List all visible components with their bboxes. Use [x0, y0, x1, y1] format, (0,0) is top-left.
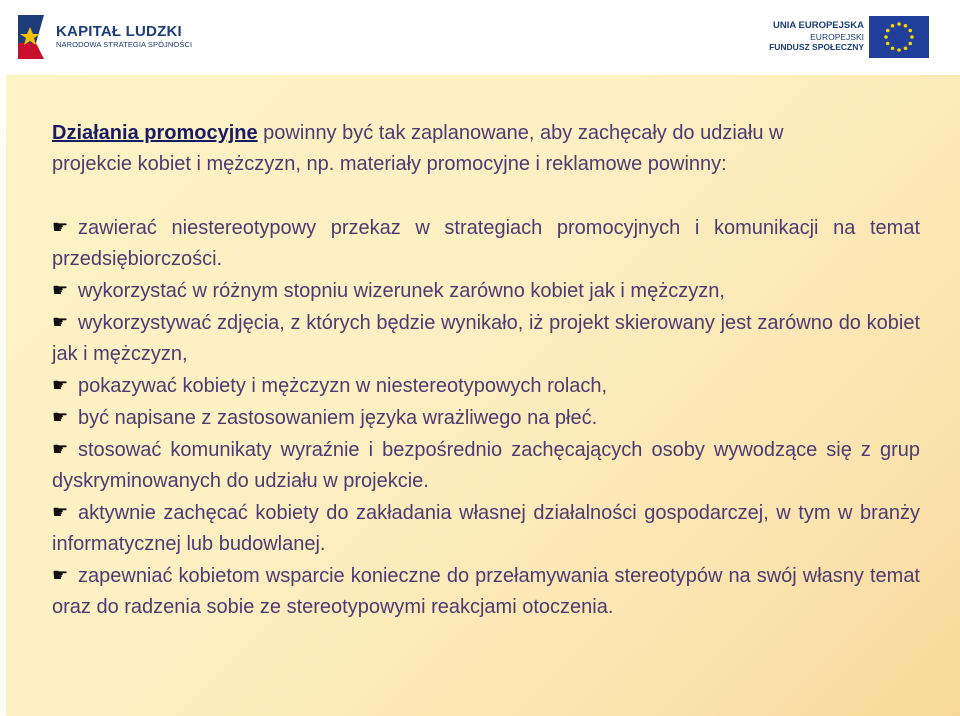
eu-star	[908, 42, 912, 46]
list-item-text: aktywnie zachęcać kobiety do zakładania własnej działalności gospodarczej, w tym w branży informatycznej lub budowlanej.	[52, 502, 920, 555]
eu-line-1: UNIA EUROPEJSKA	[773, 20, 864, 31]
list-item-text: zapewniać kobietom wsparcie konieczne do przełamywania stereotypów na swój własny temat oraz do radzenia sobie ze stereotypowymi reakcjami otoczenia.	[52, 565, 920, 618]
list-item	[52, 370, 920, 402]
list-item	[52, 212, 920, 275]
eu-star	[908, 29, 912, 33]
spacer	[52, 180, 920, 212]
list-item-text: wykorzystać w różnym stopniu wizerunek zarówno kobiet jak i mężczyzn,	[78, 280, 725, 302]
eu-star	[904, 24, 908, 28]
list-item	[52, 434, 920, 497]
list-item	[52, 307, 920, 370]
list-item-text: stosować komunikaty wyraźnie i bezpośrednio zachęcających osoby wywodzące się z grup dyskryminowanych do udziału w projekcie.	[52, 439, 920, 492]
list-item-text: być napisane z zastosowaniem języka wrażliwego na płeć.	[78, 407, 598, 429]
logo-subtitle: NARODOWA STRATEGIA SPÓJNOŚCI	[56, 40, 193, 49]
pointing-hand-icon: ☛	[52, 375, 69, 395]
eu-star	[897, 48, 901, 52]
pointing-hand-icon: ☛	[52, 407, 69, 427]
list-item	[52, 560, 920, 623]
eu-star	[897, 22, 901, 26]
eu-flag-icon	[869, 16, 929, 58]
eu-star	[891, 46, 895, 50]
intro-line-1	[52, 118, 920, 149]
bullet-list	[52, 212, 920, 623]
header-bar	[0, 0, 960, 72]
eu-star	[904, 46, 908, 50]
eu-star	[886, 42, 890, 46]
intro-heading: Działania promocyjne	[52, 122, 258, 144]
logo-title: KAPITAŁ LUDZKI	[56, 23, 182, 40]
list-item-text: wykorzystywać zdjęcia, z których będzie wynikało, iż projekt skierowany jest zarówno do kobiet jak i mężczyzn,	[52, 312, 920, 365]
list-item-text: zawierać niestereotypowy przekaz w strategiach promocyjnych i komunikacji na temat przedsiębiorczości.	[52, 217, 920, 270]
slide-content	[52, 118, 920, 623]
eu-line-3: FUNDUSZ SPOŁECZNY	[769, 42, 864, 52]
pointing-hand-icon: ☛	[52, 312, 69, 332]
eu-line-2: EUROPEJSKI	[810, 31, 864, 42]
pointing-hand-icon: ☛	[52, 439, 69, 459]
pointing-hand-icon: ☛	[52, 502, 69, 522]
kapital-ludzki-wordmark	[56, 24, 192, 50]
eu-star	[884, 35, 888, 39]
kapital-ludzki-logo	[14, 13, 48, 61]
eu-star	[886, 29, 890, 33]
list-item	[52, 497, 920, 560]
intro-line-2: projekcie kobiet i mężczyzn, np. materiały promocyjne i reklamowe powinny:	[52, 153, 727, 175]
pointing-hand-icon: ☛	[52, 217, 69, 237]
pointing-hand-icon: ☛	[52, 565, 69, 585]
list-item	[52, 275, 920, 307]
list-item-text: pokazywać kobiety i mężczyzn w niestereotypowych rolach,	[78, 375, 608, 397]
intro-text-1: powinny być tak zaplanowane, aby zachęcały do udziału w	[257, 122, 784, 144]
eu-star	[891, 24, 895, 28]
pointing-hand-icon: ☛	[52, 280, 69, 300]
eu-star	[910, 35, 914, 39]
eu-wordmark	[769, 21, 864, 53]
list-item	[52, 402, 920, 434]
